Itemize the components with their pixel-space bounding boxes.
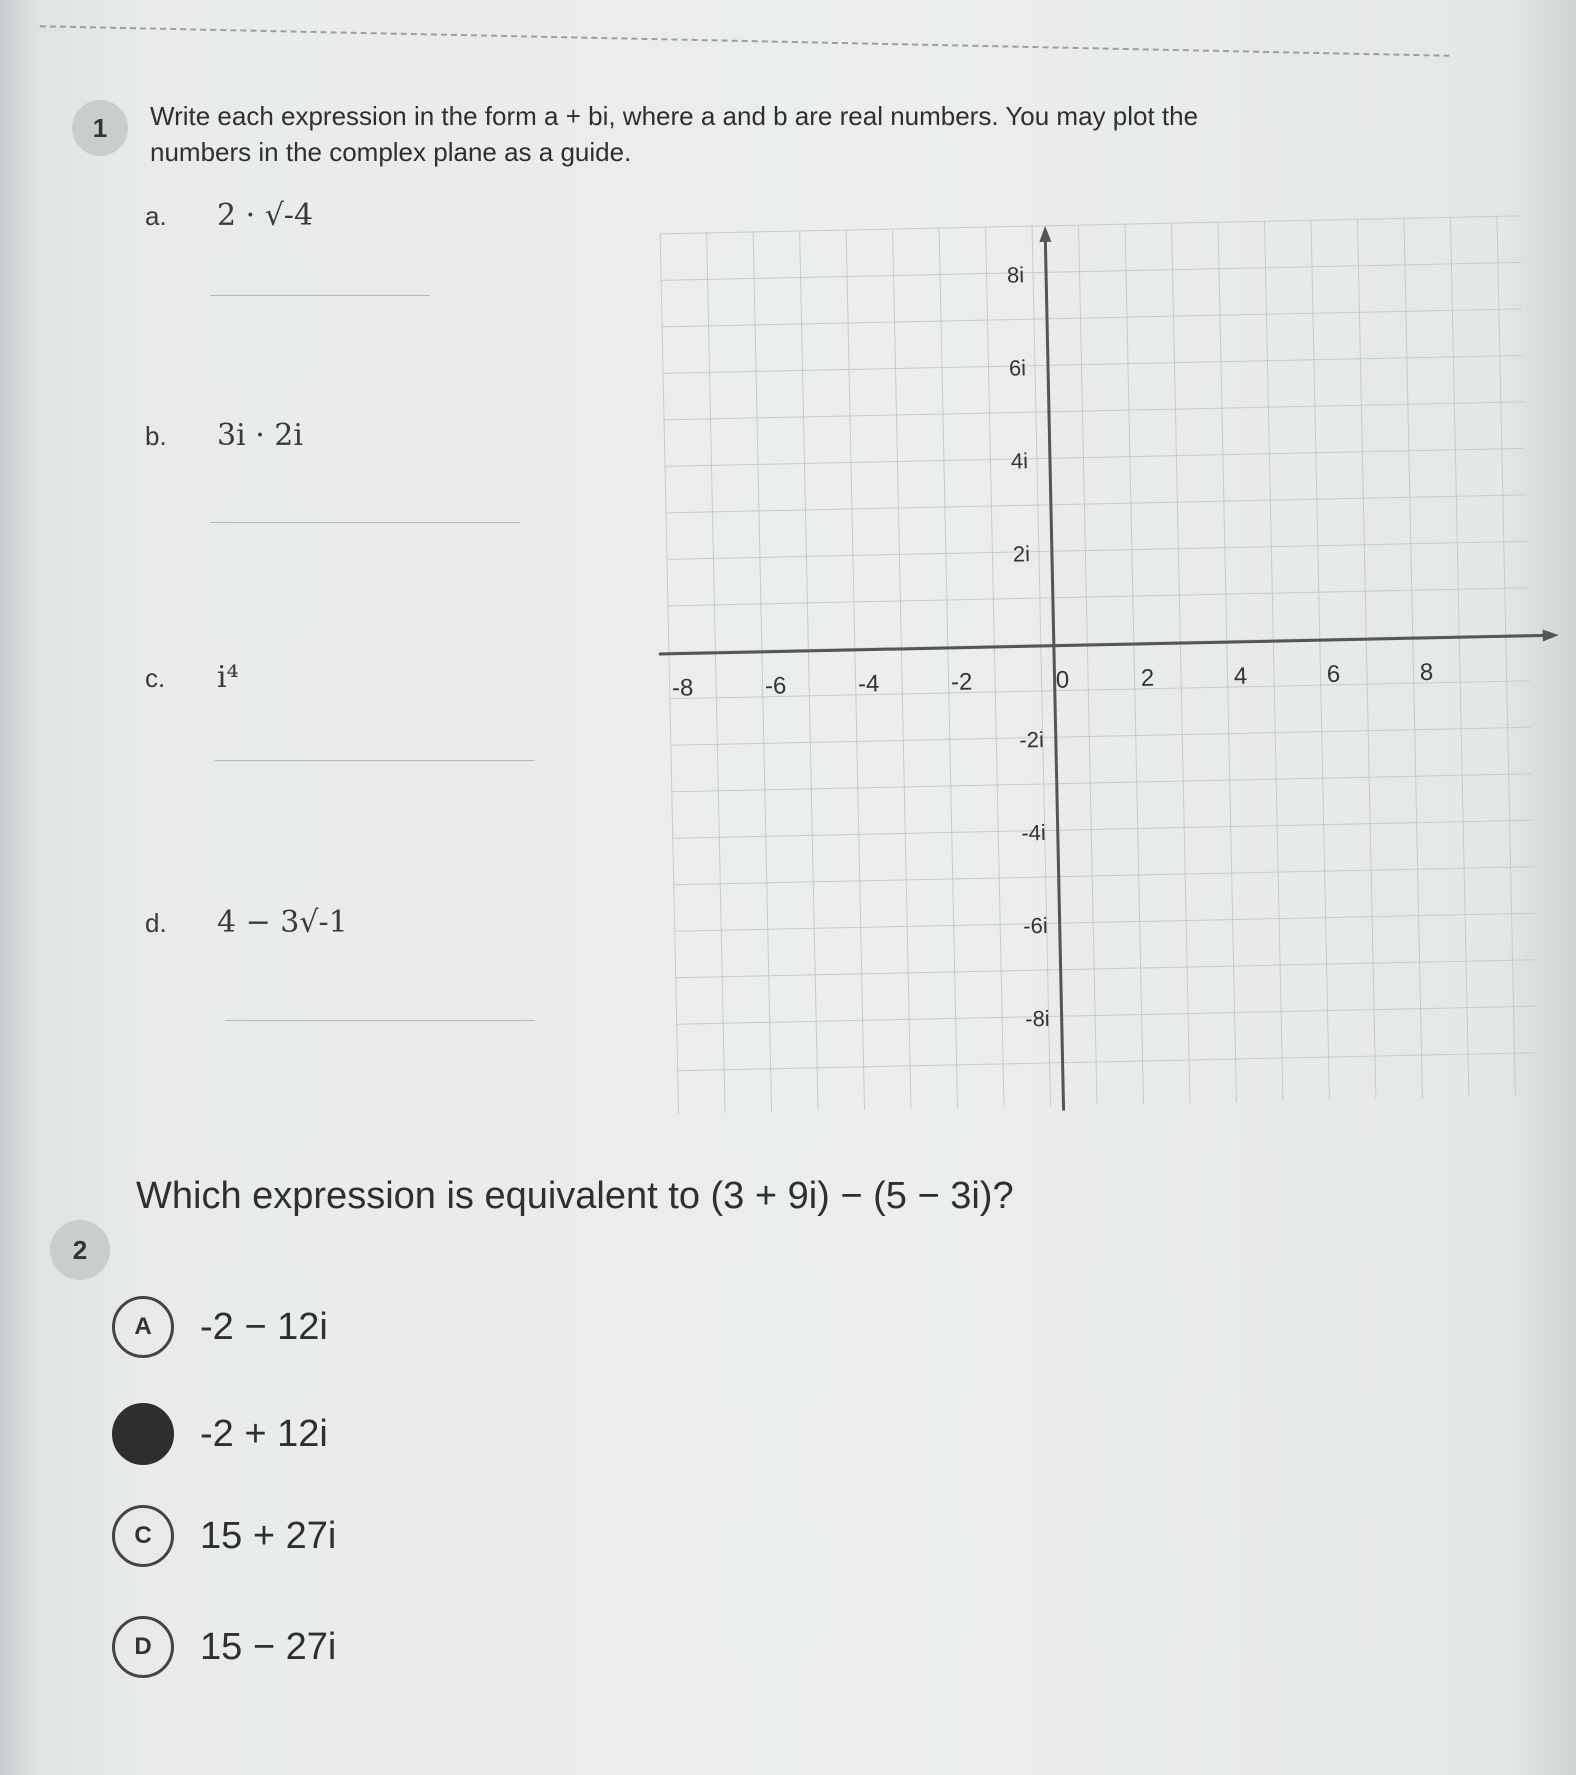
grid-line-vertical (1497, 216, 1515, 1096)
imaginary-axis-arrow (1039, 226, 1051, 242)
grid-line-vertical (893, 229, 911, 1109)
y-tick-label: -8i (1024, 1005, 1050, 1032)
y-tick-label: -2i (1019, 726, 1045, 753)
choice-a-value: -2 − 12i (200, 1305, 328, 1348)
choice-c-bubble[interactable]: C (112, 1505, 174, 1567)
choice-d[interactable] (112, 1616, 336, 1678)
grid-line-horizontal (664, 402, 1524, 420)
grid-line-horizontal (672, 774, 1532, 792)
grid-line-vertical (800, 231, 818, 1111)
x-tick-label: 0 (1055, 666, 1070, 694)
grid-line-horizontal (662, 309, 1522, 327)
y-tick-label: 6i (1008, 355, 1027, 381)
real-axis (659, 635, 1549, 654)
question-number-1: 1 (72, 100, 128, 156)
grid-line-horizontal (676, 960, 1536, 978)
x-tick-label: 6 (1326, 660, 1341, 689)
question-1-prompt-line1: Write each expression in the form a + bi, where a and b are real numbers. You may plot the (150, 101, 1199, 131)
x-tick-label: 8 (1419, 658, 1434, 687)
grid-line-horizontal (671, 727, 1531, 745)
y-tick-label: 4i (1010, 448, 1029, 474)
x-tick-label: -6 (764, 672, 787, 700)
part-a-expression: 2 · √-4 (217, 198, 314, 233)
grid-line-vertical (1450, 217, 1468, 1097)
grid-line-horizontal (677, 1006, 1537, 1024)
grid-line-horizontal (668, 588, 1528, 606)
grid-line-vertical (707, 233, 725, 1113)
choice-a-bubble[interactable]: A (112, 1296, 174, 1358)
x-tick-label: -8 (671, 674, 694, 702)
grid-line-horizontal (673, 820, 1533, 838)
grid-line-horizontal (670, 681, 1530, 699)
grid-line-horizontal (674, 867, 1534, 885)
y-tick-label: 8i (1006, 262, 1025, 288)
grid-line-vertical (1079, 225, 1097, 1105)
part-c-label: c. (145, 663, 166, 693)
x-tick-label: -4 (857, 670, 880, 698)
real-axis-arrow (1543, 629, 1559, 641)
plane-grid (660, 216, 1538, 1114)
y-tick-label: 2i (1012, 541, 1031, 567)
part-a-label: a. (145, 201, 167, 231)
grid-line-horizontal (666, 495, 1526, 513)
grid-line-vertical (986, 227, 1004, 1107)
grid-line-horizontal (667, 541, 1527, 559)
grid-line-horizontal (663, 355, 1523, 373)
choice-c-value: 15 + 27i (200, 1514, 337, 1557)
part-b-expression: 3i · 2i (217, 418, 303, 453)
choice-d-bubble[interactable]: D (112, 1616, 174, 1678)
grid-line-horizontal (675, 913, 1535, 931)
grid-line-vertical (1357, 219, 1375, 1099)
question-1-prompt-line2: numbers in the complex plane as a guide. (150, 137, 632, 167)
grid-line-horizontal (665, 448, 1525, 466)
grid-line-horizontal (678, 1053, 1538, 1071)
grid-line-vertical (1172, 223, 1190, 1103)
choice-d-value: 15 − 27i (200, 1625, 337, 1668)
part-c-expression: i⁴ (217, 660, 239, 695)
question-2-prompt: Which expression is equivalent to (3 + 9i) − (5 − 3i)? (136, 1175, 1014, 1217)
choice-a[interactable] (112, 1296, 328, 1358)
question-number-2: 2 (50, 1220, 110, 1280)
choice-b[interactable] (112, 1403, 328, 1465)
x-tick-label: 2 (1140, 664, 1155, 692)
part-b-label: b. (145, 421, 167, 451)
choice-b-value: -2 + 12i (200, 1412, 328, 1455)
part-d-expression: 4 − 3√-1 (217, 905, 348, 940)
y-tick-label: -4i (1021, 819, 1047, 846)
part-d-label: d. (145, 908, 167, 938)
x-tick-label: 4 (1233, 662, 1248, 690)
x-tick-label: -2 (950, 668, 973, 696)
choice-b-bubble-filled[interactable]: B (112, 1403, 174, 1465)
grid-line-horizontal (661, 262, 1521, 280)
choice-c[interactable] (112, 1505, 336, 1567)
grid-line-horizontal (660, 216, 1520, 234)
grid-line-vertical (1265, 221, 1283, 1101)
y-tick-label: -6i (1023, 912, 1048, 939)
